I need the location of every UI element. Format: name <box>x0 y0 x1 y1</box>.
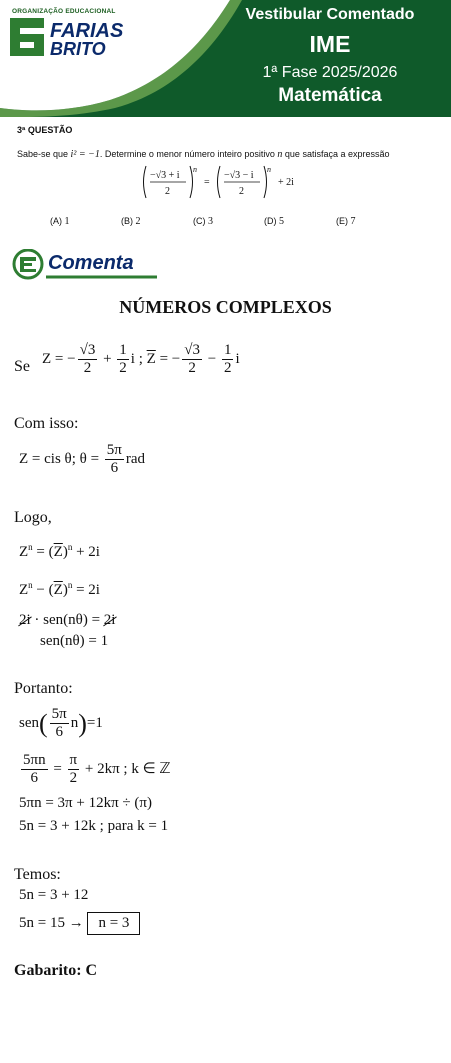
eq-portanto-4: 5n = 3 + 12k ; para k = 1 <box>19 818 169 834</box>
solution-title: NÚMEROS COMPLEXOS <box>119 297 332 317</box>
comenta-label: Comenta <box>48 252 134 274</box>
svg-text:2: 2 <box>239 186 244 197</box>
option-a: (A) 1 <box>50 216 70 227</box>
svg-text:=: = <box>204 177 210 188</box>
eq-temos-1: 5n = 3 + 12 <box>19 887 89 903</box>
svg-text:2: 2 <box>165 186 170 197</box>
svg-text:n: n <box>267 165 271 174</box>
header-line-1: Vestibular Comentado <box>245 6 415 23</box>
option-e: (E) 7 <box>336 216 356 227</box>
svg-text:BRITO: BRITO <box>50 39 106 58</box>
svg-text:−√3 − i: −√3 − i <box>224 170 254 181</box>
answer-box: n = 3 <box>87 912 140 935</box>
eq-z-definition: Z = − $\frac{√3}{2}$ + $\frac{1}{2}$ i ; $\overline{Z}$ = − $\frac{√3}{2}$ − $\frac{1}{2}$ i <box>42 342 240 377</box>
question-expression <box>140 164 340 200</box>
svg-text:n: n <box>193 165 197 174</box>
eq-portanto-1: sen( $\frac{5\pi}{6}$ n)=1 <box>19 706 103 741</box>
svg-text:−√3 + i: −√3 + i <box>150 170 180 181</box>
svg-text:+ 2i: + 2i <box>278 177 294 188</box>
header-exam-name: IME <box>309 31 351 57</box>
option-c: (C) 3 <box>193 216 214 227</box>
eq-portanto-2: $\frac{5\pi n}{6}$ = $\frac{\pi}{2}$ + 2kπ ; k ∈ ℤ <box>23 752 171 787</box>
svg-text:FARIAS: FARIAS <box>50 20 124 42</box>
header-subject: Matemática <box>278 85 382 106</box>
text-com-isso: Com isso: <box>14 415 79 432</box>
eq-temos-2: 5n = 15 → n = 3 <box>19 912 140 935</box>
question-title: 3ª QUESTÃO <box>17 125 73 135</box>
text-portanto: Portanto: <box>14 680 73 697</box>
eq-logo-2: $Z^n - (\overline{Z})^n = 2i$ <box>19 580 100 598</box>
eq-z-cis: Z = cis θ; θ = $\frac{5\pi}{6}$ rad <box>19 442 146 477</box>
text-logo: Logo, <box>14 509 52 526</box>
text-se: Se <box>14 358 30 375</box>
eq-logo-3: 2i · sen(nθ) = 2i <box>19 612 116 628</box>
text-temos: Temos: <box>14 866 61 883</box>
eq-logo-4: sen(nθ) = 1 <box>40 633 109 649</box>
header-phase: 1ª Fase 2025/2026 <box>262 64 398 81</box>
option-d: (D) 5 <box>264 216 285 227</box>
eq-portanto-3: 5πn = 3π + 12kπ ÷ (π) <box>19 795 152 811</box>
option-b: (B) 2 <box>121 216 141 227</box>
question-statement: Sabe-se que i² = −1. Determine o menor número inteiro positivo n que satisfaça a expressão <box>17 149 390 160</box>
header-banner <box>0 0 451 117</box>
gabarito: Gabarito: C <box>14 962 98 979</box>
eq-logo-1: $Z^n = (\overline{Z})^n + 2i$ <box>19 542 100 560</box>
org-label: ORGANIZAÇÃO EDUCACIONAL <box>12 8 116 15</box>
farias-brito-logo <box>8 10 133 58</box>
